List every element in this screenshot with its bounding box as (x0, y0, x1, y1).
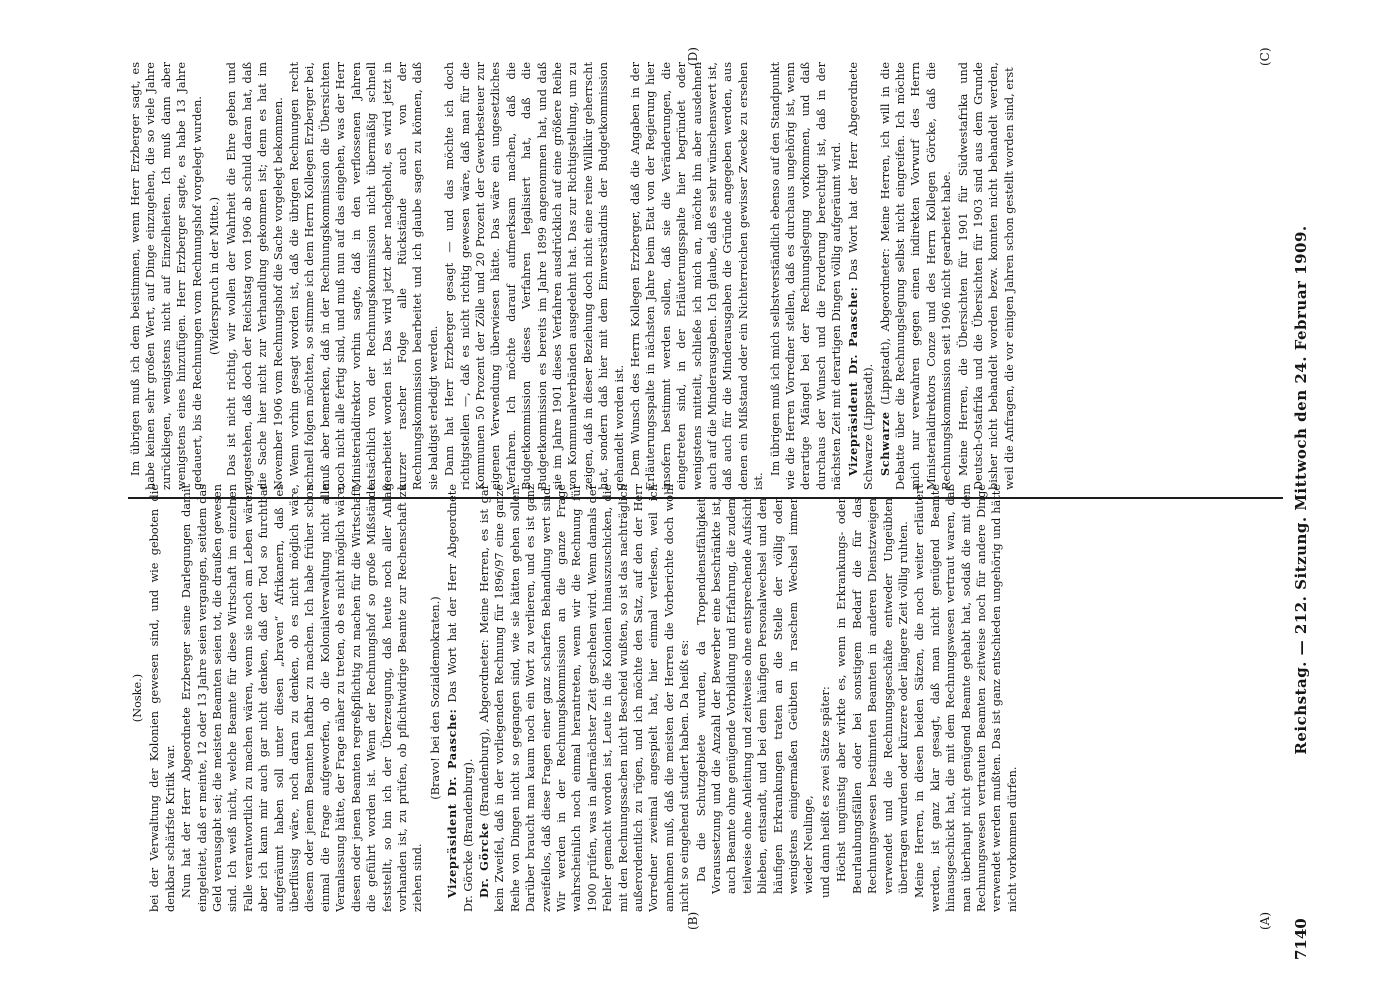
paragraph: Im übrigen muß ich mich selbstverständlich ebenso auf den Standpunkt wie die Herren Vorredner stellen, daß es durchaus ungehörig ist, wenn derartige Mängel bei der Rechnungslegung vorkommen, und daß durchaus der Wunsch und die Forderung berechtigt ist, daß in der nächsten Zeit mit derartigen Dingen völlig aufgeräumt wird. (768, 62, 844, 490)
speaker-paragraph (878, 62, 955, 490)
page-title: Reichstag. — 212. Sitzung. Mittwoch den 24. Februar 1909. (1292, 225, 1310, 755)
paragraph: Meine Herren, die Übersichten für 1901 für Südwestafrika und Deutsch-Ostafrika und die Übersichten für 1903 sind aus dem Grunde bisher nicht behandelt worden bezw. konnten nicht behandelt werden, weil die Anfragen, die vor einigen Jahren schon gestellt worden sind, erst (956, 62, 1016, 490)
speaker-name: Vizepräsident Dr. Paasche: (845, 286, 860, 476)
paragraph-text: Das Wort hat der Herr Abgeordnete Dr. Görcke (Brandenburg). (446, 484, 475, 912)
paragraph-text: (Brandenburg), Abgeordneter: Meine Herren, es ist gar kein Zweifel, daß in der vorliegenden Rechnung für 1896/97 eine ganze Reihe von Dingen nicht so gegangen sind, wie sie hätten gehen sollen. Darüber braucht man kaum noch ein Wort zu verlieren, und es ist ganz zweifellos, daß diese Fragen einer ganz scharfen Behandlung wert sind. Wir werden in der Rechnungskommission an die ganze Frage wahrscheinlich noch einmal herantreten, wenn wir die Rechnung für 1900 prüfen, was in allernächster Zeit geschehen wird. Wenn damals der Fehler gemacht worden ist, Leute in die Kolonien hinauszuschicken, die mit den Rechnungssachen nicht Bescheid wußten, so ist das nachträglich außerordentlich zu rügen, und ich möchte den Satz, auf den der Herr Vorredner zweimal angespielt hat, hier einmal verlesen, weil ich annehmen muß, daß die meisten der Herren die Vorberichte doch wohl nicht so eingehend studiert haben. Da heißt es: (477, 484, 692, 912)
interjection: (Widerspruch in der Mitte.) (208, 197, 222, 355)
speaker-paragraph (445, 484, 476, 912)
paragraph-text: Das Wort hat der Herr Abgeordnete Schwarze (Lippstadt). (846, 62, 876, 490)
margin-mark-b: (B) (686, 911, 700, 930)
column-divider (128, 497, 1283, 499)
margin-mark-a: (A) (1258, 911, 1272, 930)
quoted-passage: Höchst ungünstig aber wirkte es, wenn in Erkrankungs- oder Beurlaubungsfällen oder bei sonstigem Bedarf die für das Rechnungswesen bestimmten Beamten in anderen Dienstzweigen verwendet und die Rechnungsgeschäfte entweder Ungeübten übertragen wurden oder kürzere oder längere Zeit völlig ruhten. (835, 498, 910, 894)
page-number: 7140 (1292, 918, 1310, 960)
speaker-reference: (Noske.) (131, 673, 144, 723)
paragraph: Dann hat Herr Erzberger gesagt — und das möchte ich doch richtigstellen —, daß es nicht richtig gewesen wäre, daß man für die Kommunen 50 Prozent der Zölle und 20 Prozent der Gewerbesteuer zur eigenen Verwendung überwiesen hätte. Das wäre ein ungesetzliches Verfahren. Ich möchte darauf aufmerksam machen, daß die Budgetkommission dieses Verfahren legalisiert hat, daß die Budgetkommission es bereits im Jahre 1899 angenommen hat, und daß sie im Jahre 1901 dieses Verfahren ausdrücklich auf eine größere Reihe von Kommunalverbänden ausgedehnt hat. Das zur Richtigstellung, um zu zeigen, daß in dieser Beziehung doch nicht eine reine Willkür geherrscht hat, sondern daß hier mit dem Einverständnis der Budgetkommission gehandelt worden ist. (443, 62, 626, 490)
paragraph: Im übrigen muß ich dem beistimmen, wenn Herr Erzberger sagt, es habe keinen sehr großen Wert, auf Dinge einzugehen, die so viele Jahre zurückliegen, wenigstens nicht auf Einzelheiten. Ich muß dann aber wenigstens eines hinzufügen. Herr Erzberger sagte, es habe 13 Jahre gedauert, bis die Rechnungen vom Rechnungshof vorgelegt wurden. (129, 62, 204, 490)
margin-mark-c: (C) (1258, 47, 1272, 66)
paragraph: Das ist nicht richtig, wir wollen der Wahrheit die Ehre geben und zugestehen, daß doch der Reichstag von 1906 ab schuld daran hat, daß die Sache hier nicht zur Verhandlung gekommen ist; denn es hat im November 1906 vom Rechnungshof die Sache vorgelegt bekommen. (225, 62, 285, 490)
page-header (1290, 40, 1316, 960)
speaker-name: Dr. Görcke (476, 822, 491, 898)
paragraph: und dann heißt es zwei Sätze später: (818, 686, 832, 898)
paragraph: Dem Wunsch des Herrn Kollegen Erzberger, daß die Angaben in der Erläuterungsspalte in nächsten Jahre beim Etat von der Regierung hier insofern bestimmt werden sollen, daß sie die Veränderungen, die eingetreten sind, in der Erläuterungsspalte hier begründet oder wenigstens mitteilt, schließe ich mich an, möchte ihn aber ausdehnen auch auf die Minderausgaben. Ich glaube, daß es sehr wünschenswert ist, daß auch für die Minderausgaben die Gründe angegeben werden, aus denen ein Mißstand oder ein Nichterreichen gewisser Zwecke zu ersehen ist. (629, 62, 766, 490)
paragraph: Nun hat der Herr Abgeordnete Erzberger seine Darlegungen damit eingeleitet, daß er meinte, 12 oder 13 Jahre seien vergangen, seitdem das Geld verausgabt sei; die meisten Beamten seien tot, die draußen gewesen sind. Ich weiß nicht, welche Beamte für diese Wirtschaft im einzelnen Falle verantwortlich zu machen wären, wenn sie noch am Leben wären; aber ich kann mir auch gar nicht denken, daß der Tod so furchtbar aufgeräumt haben soll unter diesen „braven“ Afrikanern, daß es überflüssig wäre, noch daran zu denken, ob es nicht möglich wäre, diesem oder jenem Beamten haftbar zu machen. Ich habe früher schon einmal die Frage aufgeworfen, ob die Kolonialverwaltung nicht alle Veranlassung hätte, der Frage näher zu treten, ob es nicht möglich wäre, diesen oder jenen Beamten regreßpflichtig zu machen für die Wirtschaft, die geführt worden ist. Wenn der Rechnungshof so große Mißstände feststellt, so bin ich der Überzeugung, daß heute noch aller Anlaß vorhanden ist, zu prüfen, ob pflichtwidrige Beamte zur Rechenschaft zu ziehen sind. (180, 484, 425, 912)
speaker-paragraph (477, 484, 693, 912)
right-text-column (128, 62, 1278, 490)
paragraph-text: (Lippstadt), Abgeordneter: Meine Herren, ich will in die Debatte über die Rechnungslegung selbst nicht eingreifen. Ich möchte mich nur verwahren gegen einen indirekten Vorwurf des Herrn Ministerialdirektors Conze und des Herrn Kollegen Görcke, daß die Rechnungskommission seit 1906 nicht gearbeitet habe. (878, 62, 954, 490)
paragraph: Meine Herren, in diesen beiden Sätzen, die noch weiter erläutert werden, ist ganz klar gesagt, daß man nicht genügend Beamte hinausgeschickt hat, die mit dem Rechnungswesen vertraut waren, daß man überhaupt nicht genügend Beamte gehabt hat, sodaß die mit dem Rechnungswesen vertrauten Beamten zeitweise noch für andere Dinge verwendet werden mußten. Das ist ganz entschieden ungehörig und hätte nicht vorkommen dürfen. (913, 484, 1019, 912)
left-text-column (128, 484, 1278, 912)
speaker-name: Schwarze (877, 411, 892, 476)
quoted-passage: Da die Schutzgebiete wurden, da Tropendienstfähigkeit Voraussetzung und die Anzahl der Bewerber eine beschränkte ist, auch Beamte ohne genügende Vorbildung und Erfahrung, die zudem teilweise ohne Anleitung und zeitweise ohne entsprechende Aufsicht blieben, entsandt, und bei dem häufigen Personalwechsel und den häufigen Erkrankungen traten an die Stelle der völlig oder wenigstens einigermaßen Geübten in raschem Wechsel immer wieder Neulinge, (694, 498, 816, 894)
paragraph: Wenn vorhin gesagt worden ist, daß die übrigen Rechnungen recht schnell folgen möchten, so stimme ich dem Herrn Kollegen Erzberger bei, muß aber bemerken, daß in der Rechnungskommission die Übersichten noch nicht alle fertig sind, und muß nun auf das eingehen, was der Herr Ministerialdirektor vorhin sagte, daß in den verflossenen Jahren tatsächlich von der Rechnungskommission nicht übermäßig schnell gearbeitet worden ist. Das wird jetzt aber nachgeholt, es wird jetzt in kurzer rascher Folge alle Rückstände auch von der Rechnungskommission bearbeitet und ich glaube sagen zu können, daß sie baldigst erledigt werden. (288, 62, 440, 490)
interjection: (Bravo! bei den Sozialdemokraten.) (428, 596, 442, 800)
speaker-name: Vizepräsident Dr. Paasche: (445, 708, 460, 898)
paragraph: bei der Verwaltung der Kolonien gewesen sind, und wie geboten die denkbar schärfste Kritik war. (148, 484, 177, 912)
speaker-paragraph (846, 62, 877, 490)
margin-mark-d: (D) (686, 47, 700, 66)
